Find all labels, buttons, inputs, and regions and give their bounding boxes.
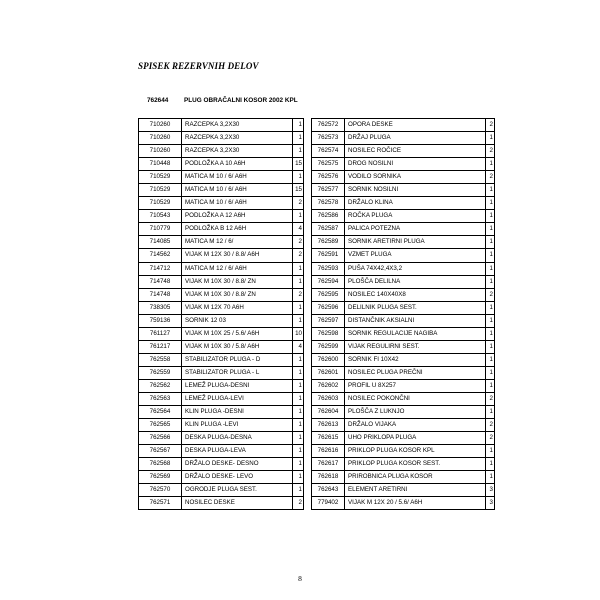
part-code: 762586 (312, 210, 345, 223)
part-code: 762643 (312, 484, 345, 497)
part-code: 710529 (139, 171, 182, 184)
table-row (139, 353, 304, 366)
part-quantity: 1 (293, 392, 304, 405)
part-code: 762573 (312, 132, 345, 145)
part-quantity: 1 (486, 314, 495, 327)
part-code: 762567 (139, 445, 182, 458)
part-quantity: 1 (293, 132, 304, 145)
part-quantity: 1 (293, 145, 304, 158)
part-code: 710779 (139, 223, 182, 236)
part-quantity: 3 (486, 497, 495, 510)
part-quantity: 1 (293, 314, 304, 327)
part-quantity: 10 (293, 327, 304, 340)
part-quantity: 1 (486, 210, 495, 223)
part-quantity: 2 (293, 249, 304, 262)
part-code: 738305 (139, 301, 182, 314)
part-code: 762595 (312, 288, 345, 301)
part-code: 762603 (312, 392, 345, 405)
part-description: RAZCEPKA 3,2X30 (182, 132, 293, 145)
part-quantity: 4 (293, 340, 304, 353)
table-row (312, 210, 495, 223)
part-code: 714085 (139, 236, 182, 249)
table-row (312, 445, 495, 458)
table-row (312, 119, 495, 132)
part-description: NOSILEC 140X40X8 (345, 288, 486, 301)
table-row (139, 419, 304, 432)
table-row (312, 249, 495, 262)
part-quantity: 1 (486, 197, 495, 210)
part-quantity: 2 (293, 197, 304, 210)
part-description: VIJAK M 10X 30 / 8.8/ ZN (182, 288, 293, 301)
part-quantity: 1 (293, 432, 304, 445)
part-code: 762558 (139, 353, 182, 366)
part-description: UHO PRIKLOPA PLUGA (345, 432, 486, 445)
table-row (312, 171, 495, 184)
part-code: 761217 (139, 340, 182, 353)
part-code: 762602 (312, 379, 345, 392)
document-title: SPISEK REZERVNIH DELOV (138, 61, 259, 71)
part-code: 762578 (312, 197, 345, 210)
part-quantity: 4 (293, 223, 304, 236)
table-row (139, 445, 304, 458)
part-quantity: 1 (293, 458, 304, 471)
part-description: PALICA POTEZNA (345, 223, 486, 236)
table-row (139, 392, 304, 405)
part-quantity: 1 (486, 262, 495, 275)
part-quantity: 15 (293, 184, 304, 197)
table-row (312, 458, 495, 471)
part-description: DELILNIK PLUGA SEST. (345, 301, 486, 314)
part-description: NOSILEC PLUGA PREČNI (345, 366, 486, 379)
part-description: VODILO SORNIKA (345, 171, 486, 184)
part-description: MATICA M 10 / 6/ A6H (182, 184, 293, 197)
table-row (312, 145, 495, 158)
part-code: 762572 (312, 119, 345, 132)
part-quantity: 1 (293, 419, 304, 432)
part-description: VIJAK M 10X 25 / 5.6/ A6H (182, 327, 293, 340)
part-description: DRŽAJ PLUGA (345, 132, 486, 145)
part-quantity: 2 (486, 419, 495, 432)
part-code: 762594 (312, 275, 345, 288)
part-code: 710529 (139, 197, 182, 210)
part-code: 710543 (139, 210, 182, 223)
part-quantity: 1 (486, 445, 495, 458)
part-description: MATICA M 10 / 6/ A6H (182, 171, 293, 184)
part-description: VIJAK REGULIRNI SEST. (345, 340, 486, 353)
part-quantity: 2 (293, 236, 304, 249)
table-row (139, 119, 304, 132)
part-code: 762591 (312, 249, 345, 262)
part-description: NOSILEC POKONČNI (345, 392, 486, 405)
table-row (312, 419, 495, 432)
part-description: VZMET PLUGA (345, 249, 486, 262)
part-quantity: 1 (486, 379, 495, 392)
part-description: PODLOŽKA B 12 A6H (182, 223, 293, 236)
part-code: 714748 (139, 275, 182, 288)
part-code: 762574 (312, 145, 345, 158)
part-code: 714562 (139, 249, 182, 262)
part-description: PLOŠČA Z LUKNJO (345, 406, 486, 419)
table-row (139, 145, 304, 158)
part-code: 762616 (312, 445, 345, 458)
part-quantity: 1 (293, 406, 304, 419)
part-quantity: 1 (486, 301, 495, 314)
part-description: DISTANČNIK AKSIALNI (345, 314, 486, 327)
part-code: 762575 (312, 158, 345, 171)
part-code: 762599 (312, 340, 345, 353)
part-quantity: 1 (486, 184, 495, 197)
table-row (312, 392, 495, 405)
table-row (139, 210, 304, 223)
part-quantity: 1 (293, 171, 304, 184)
part-description: KLIN PLUGA -LEVI (182, 419, 293, 432)
part-description: RAZCEPKA 3,2X30 (182, 145, 293, 158)
part-description: MATICA M 12 / 6/ A6H (182, 262, 293, 275)
part-code: 762604 (312, 406, 345, 419)
table-row (139, 223, 304, 236)
table-row (312, 223, 495, 236)
part-description: DESKA PLUGA-LEVA (182, 445, 293, 458)
page-number: 8 (298, 574, 302, 583)
table-row (139, 471, 304, 484)
table-row (312, 379, 495, 392)
part-description: DRŽALO DESKE- DESNO (182, 458, 293, 471)
table-row (312, 158, 495, 171)
part-quantity: 1 (293, 445, 304, 458)
part-quantity: 1 (293, 275, 304, 288)
part-code: 762593 (312, 262, 345, 275)
part-description: SORNIK FI 10X42 (345, 353, 486, 366)
part-description: OPORA DESKE (345, 119, 486, 132)
part-description: VIJAK M 12X 20 / 5.6/ A6H (345, 497, 486, 510)
product-name: PLUG OBRAČALNI KOSOR 2002 KPL (184, 97, 298, 104)
part-quantity: 1 (293, 366, 304, 379)
part-quantity: 1 (486, 249, 495, 262)
part-quantity: 2 (293, 288, 304, 301)
table-row (312, 275, 495, 288)
part-description: SORNIK 12 03 (182, 314, 293, 327)
part-code: 710260 (139, 132, 182, 145)
table-row (139, 236, 304, 249)
part-description: MATICA M 12 / 6/ (182, 236, 293, 249)
part-description: PODLOŽKA A 12 A6H (182, 210, 293, 223)
part-code: 762569 (139, 471, 182, 484)
part-description: PRIKLOP PLUGA KOSOR KPL (345, 445, 486, 458)
table-row (312, 262, 495, 275)
part-description: PLOŠČA DELILNA (345, 275, 486, 288)
part-code: 762559 (139, 366, 182, 379)
part-code: 779402 (312, 497, 345, 510)
part-quantity: 1 (293, 379, 304, 392)
table-row (312, 432, 495, 445)
table-row (139, 184, 304, 197)
part-quantity: 1 (293, 262, 304, 275)
part-code: 762597 (312, 314, 345, 327)
part-quantity: 1 (293, 471, 304, 484)
part-code: 762563 (139, 392, 182, 405)
part-quantity: 3 (486, 484, 495, 497)
table-row (312, 484, 495, 497)
table-row (139, 484, 304, 497)
part-code: 762598 (312, 327, 345, 340)
part-quantity: 1 (486, 366, 495, 379)
part-description: VIJAK M 10X 30 / 5.8/ A6H (182, 340, 293, 353)
part-description: KLIN PLUGA -DESNI (182, 406, 293, 419)
part-code: 762587 (312, 223, 345, 236)
table-row (312, 288, 495, 301)
part-code: 710260 (139, 119, 182, 132)
part-description: VIJAK M 12X 70 A6H (182, 301, 293, 314)
table-row (139, 406, 304, 419)
part-code: 762564 (139, 406, 182, 419)
table-row (139, 171, 304, 184)
part-description: SORNIK ARETIRNI PLUGA (345, 236, 486, 249)
table-row (139, 275, 304, 288)
part-quantity: 2 (486, 288, 495, 301)
part-quantity: 1 (486, 236, 495, 249)
part-quantity: 1 (293, 353, 304, 366)
part-quantity: 1 (486, 223, 495, 236)
part-quantity: 1 (486, 132, 495, 145)
table-row (139, 366, 304, 379)
part-quantity: 1 (486, 471, 495, 484)
table-row (139, 132, 304, 145)
part-quantity: 1 (293, 119, 304, 132)
table-row (312, 353, 495, 366)
table-row (312, 366, 495, 379)
part-description: VIJAK M 12X 30 / 8.8/ A6H (182, 249, 293, 262)
part-description: NOSILEC DESKE (182, 497, 293, 510)
part-code: 762618 (312, 471, 345, 484)
part-description: DESKA PLUGA-DESNA (182, 432, 293, 445)
parts-table-right (311, 118, 495, 510)
part-code: 710260 (139, 145, 182, 158)
part-code: 762600 (312, 353, 345, 366)
part-code: 762576 (312, 171, 345, 184)
part-description: RAZCEPKA 3,2X30 (182, 119, 293, 132)
part-quantity: 1 (486, 458, 495, 471)
part-quantity: 1 (293, 484, 304, 497)
part-code: 762577 (312, 184, 345, 197)
part-code: 710529 (139, 184, 182, 197)
table-row (312, 314, 495, 327)
table-row (139, 262, 304, 275)
product-heading (147, 97, 298, 104)
part-description: MATICA M 10 / 6/ A6H (182, 197, 293, 210)
part-quantity: 2 (486, 171, 495, 184)
part-quantity: 2 (293, 497, 304, 510)
part-code: 759136 (139, 314, 182, 327)
part-quantity: 2 (486, 145, 495, 158)
table-row (312, 406, 495, 419)
table-row (139, 497, 304, 510)
table-row (312, 497, 495, 510)
table-row (312, 236, 495, 249)
product-code: 762644 (147, 97, 169, 104)
table-row (139, 301, 304, 314)
part-code: 762589 (312, 236, 345, 249)
part-code: 762617 (312, 458, 345, 471)
table-row (139, 314, 304, 327)
part-code: 762568 (139, 458, 182, 471)
part-description: STABILIZATOR PLUGA - L (182, 366, 293, 379)
part-code: 762596 (312, 301, 345, 314)
part-description: SORNIK REGULACIJE NAGIBA (345, 327, 486, 340)
part-code: 761127 (139, 327, 182, 340)
part-quantity: 15 (293, 158, 304, 171)
table-row (139, 288, 304, 301)
part-description: PUŠA 74X42,4X3,2 (345, 262, 486, 275)
table-row (312, 132, 495, 145)
part-description: SORNIK NOSILNI (345, 184, 486, 197)
part-quantity: 1 (293, 210, 304, 223)
table-row (139, 197, 304, 210)
part-quantity: 2 (486, 392, 495, 405)
table-row (312, 340, 495, 353)
part-description: ELEMENT ARETIRNI (345, 484, 486, 497)
part-description: PRIROBNICA PLUGA KOSOR (345, 471, 486, 484)
part-description: PODLOŽKA A 10 A6H (182, 158, 293, 171)
part-description: PROFIL U 8X257 (345, 379, 486, 392)
part-description: PRIKLOP PLUGA KOSOR SEST. (345, 458, 486, 471)
table-row (312, 327, 495, 340)
part-code: 762570 (139, 484, 182, 497)
part-code: 762601 (312, 366, 345, 379)
table-row (139, 458, 304, 471)
part-quantity: 1 (486, 340, 495, 353)
part-quantity: 1 (486, 275, 495, 288)
part-description: NOSILEC ROČICE (345, 145, 486, 158)
part-description: DRŽALO VIJAKA (345, 419, 486, 432)
part-code: 762615 (312, 432, 345, 445)
table-row (139, 340, 304, 353)
part-description: DRŽALO DESKE- LEVO (182, 471, 293, 484)
table-row (312, 301, 495, 314)
part-description: STABILIZATOR PLUGA - D (182, 353, 293, 366)
part-quantity: 1 (486, 406, 495, 419)
part-quantity: 2 (486, 432, 495, 445)
part-code: 762565 (139, 419, 182, 432)
part-code: 762562 (139, 379, 182, 392)
table-row (139, 158, 304, 171)
part-code: 710448 (139, 158, 182, 171)
part-code: 714712 (139, 262, 182, 275)
table-row (139, 327, 304, 340)
part-quantity: 1 (293, 301, 304, 314)
part-code: 762566 (139, 432, 182, 445)
part-description: DRŽALO KLINA (345, 197, 486, 210)
part-description: ROČKA PLUGA (345, 210, 486, 223)
table-row (139, 379, 304, 392)
part-description: VIJAK M 10X 30 / 8.8/ ZN (182, 275, 293, 288)
part-quantity: 1 (486, 353, 495, 366)
table-row (312, 197, 495, 210)
part-description: DROG NOSILNI (345, 158, 486, 171)
table-row (139, 432, 304, 445)
part-description: LEMEŽ PLUGA-DESNI (182, 379, 293, 392)
part-quantity: 1 (486, 158, 495, 171)
table-row (139, 249, 304, 262)
part-description: LEMEŽ PLUGA-LEVI (182, 392, 293, 405)
part-description: OGRODJE PLUGA SEST. (182, 484, 293, 497)
table-row (312, 184, 495, 197)
parts-table-left (138, 118, 304, 510)
part-code: 762571 (139, 497, 182, 510)
part-code: 714748 (139, 288, 182, 301)
table-row (312, 471, 495, 484)
part-code: 762613 (312, 419, 345, 432)
part-quantity: 2 (486, 119, 495, 132)
part-quantity: 1 (486, 327, 495, 340)
